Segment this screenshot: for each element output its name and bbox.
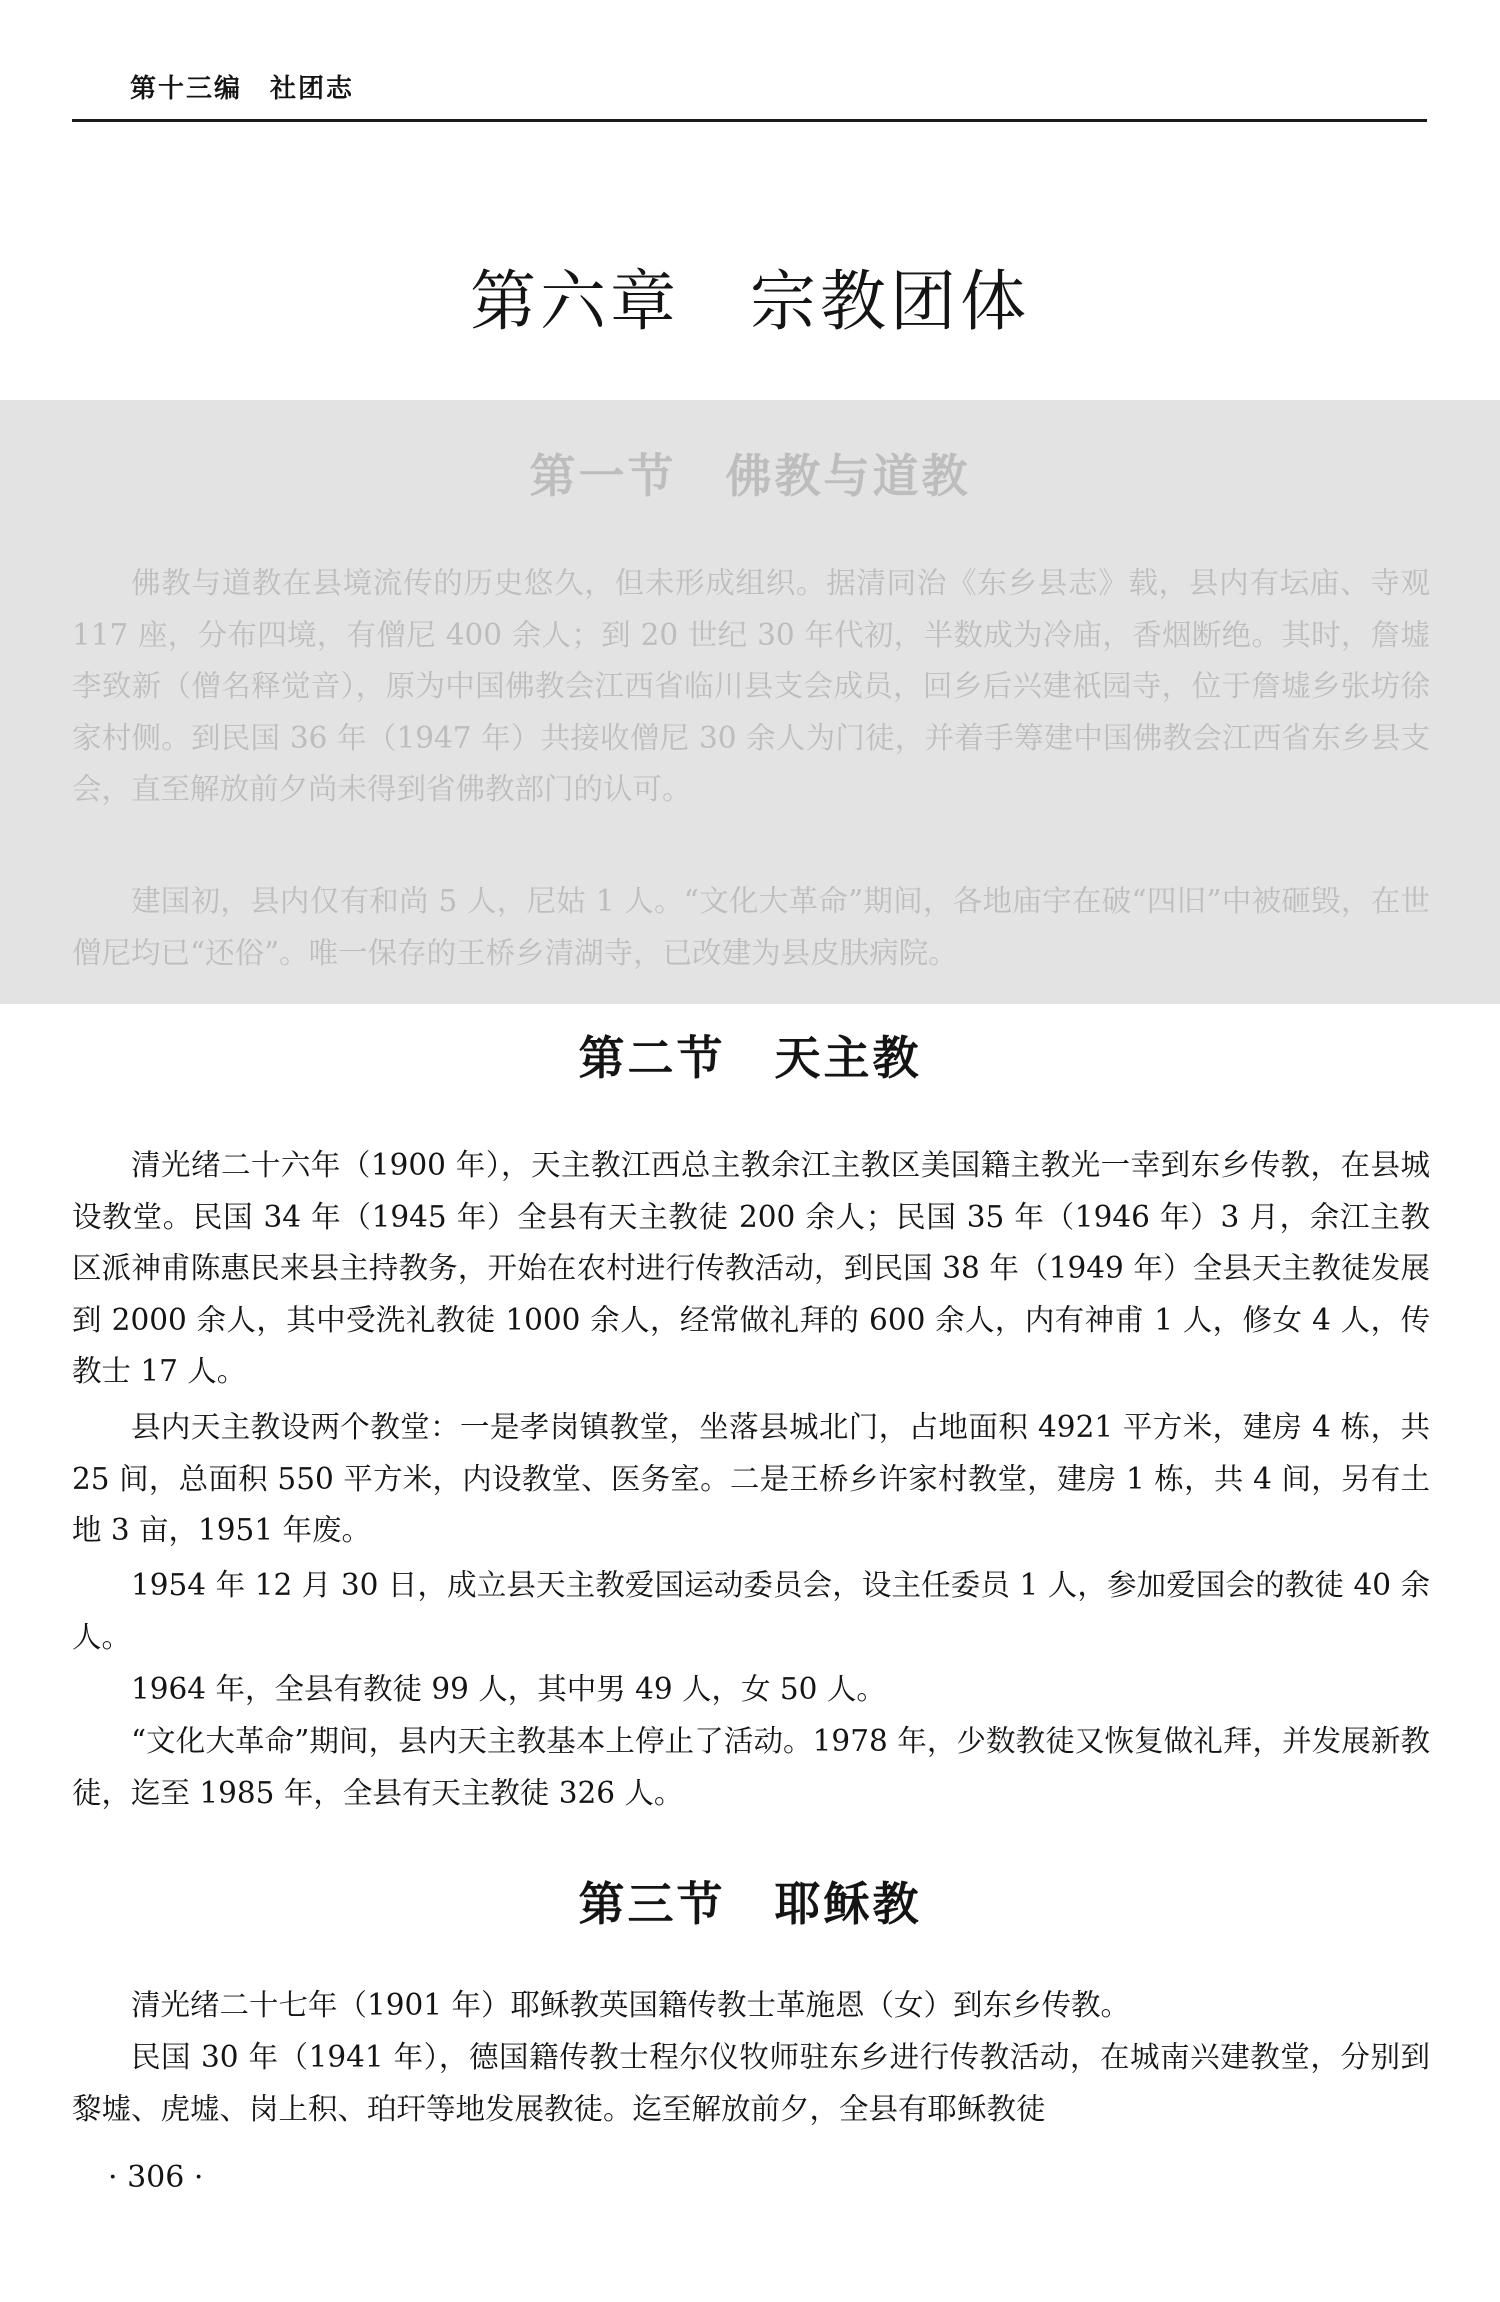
paragraph: 县内天主教设两个教堂：一是孝岗镇教堂，坐落县城北门，占地面积 4921 平方米，建房 4 栋，共 25 间，总面积 550 平方米，内设教堂、医务室。二是王桥乡许家村教堂，建房 1 栋，共 4 间，另有土地 3 亩，1951 年废。 [72, 1410, 1430, 1547]
section-title-catholicism: 第二节 天主教 [578, 1031, 922, 1085]
chapter-title: 第六章 宗教团体 [470, 263, 1030, 340]
section-title-protestantism: 第三节 耶稣教 [578, 1877, 922, 1931]
paragraph: 1954 年 12 月 30 日，成立县天主教爱国运动委员会，设主任委员 1 人，参加爱国会的教徒 40 余人。 [72, 1568, 1430, 1654]
paragraph: 清光绪二十七年（1901 年）耶稣教英国籍传教士革施恩（女）到东乡传教。 [131, 1988, 1130, 2022]
paragraph: 建国初，县内仅有和尚 5 人，尼姑 1 人。“文化大革命”期间，各地庙宇在破“四旧”中被砸毁，在世僧尼均已“还俗”。唯一保存的王桥乡清湖寺，已改建为县皮肤病院。 [72, 884, 1430, 970]
paragraph: 清光绪二十六年（1900 年），天主教江西总主教余江主教区美国籍主教光一幸到东乡传教，在县城设教堂。民国 34 年（1945 年）全县有天主教徒 200 余人；民国 35 年（1946 年）3 月，余江主教区派神甫陈惠民来县主持教务，开始在农村进行传教活动，到民国 38 年（1949 年）全县天主教徒发展到 2000 余人，其中受洗礼教徒 1000 余人，经常做礼拜的 600 余人，内有神甫 1 人，修女 4 人，传教士 17 人。 [72, 1148, 1430, 1388]
paragraph: “文化大革命”期间，县内天主教基本上停止了活动。1978 年，少数教徒又恢复做礼拜，并发展新教徒，迄至 1985 年，全县有天主教徒 326 人。 [72, 1724, 1430, 1810]
section-title-buddhism-taoism: 第一节 佛教与道教 [529, 449, 971, 503]
paragraph: 1964 年，全县有教徒 99 人，其中男 49 人，女 50 人。 [131, 1672, 886, 1706]
paragraph: 民国 30 年（1941 年），德国籍传教士程尔仪牧师驻东乡进行传教活动，在城南兴建教堂，分别到黎墟、虎墟、岗上积、珀玕等地发展教徒。迄至解放前夕，全县有耶稣教徒 [72, 2040, 1430, 2126]
header-rule [72, 119, 1427, 122]
paragraph: 佛教与道教在县境流传的历史悠久，但未形成组织。据清同治《东乡县志》载，县内有坛庙、寺观 117 座，分布四境，有僧尼 400 余人；到 20 世纪 30 年代初，半数成为冷庙，香烟断绝。其时，詹墟李致新（僧名释觉音），原为中国佛教会江西省临川县支会成员，回乡后兴建祇园寺，位于詹墟乡张坊徐家村侧。到民国 36 年（1947 年）共接收僧尼 30 余人为门徒，并着手筹建中国佛教会江西省东乡县支会，直至解放前夕尚未得到省佛教部门的认可。 [72, 566, 1430, 806]
page-number: · 306 · [108, 2160, 204, 2195]
running-header: 第十三编 社团志 [130, 74, 355, 104]
